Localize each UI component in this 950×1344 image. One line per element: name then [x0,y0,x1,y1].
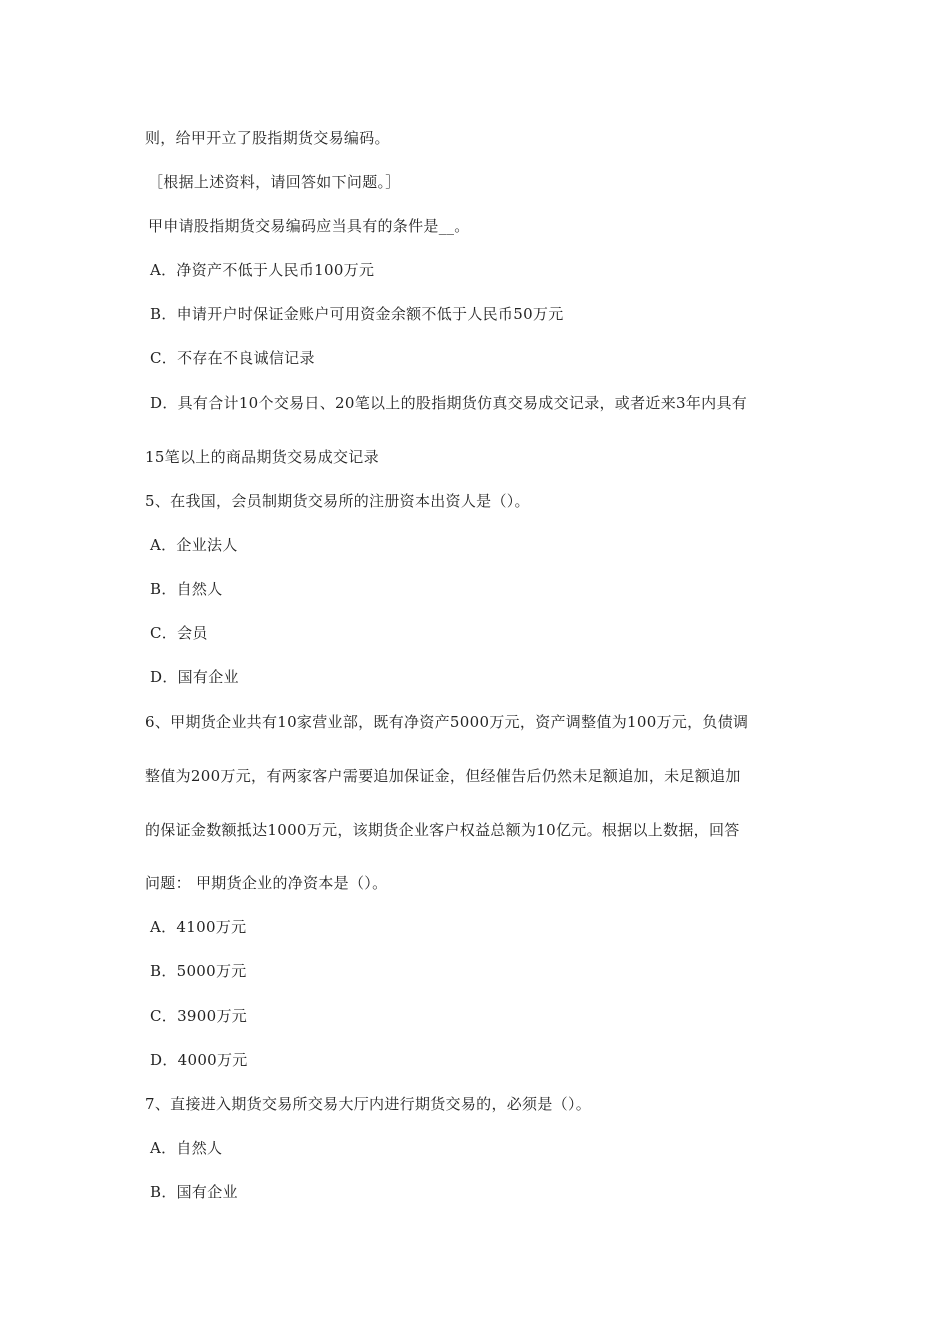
option-d-continued: 15笔以上的商品期货交易成交记录 [145,448,379,466]
text-line: ［根据上述资料，请回答如下问题。］ [148,173,401,191]
option-b: B．国有企业 [150,1183,238,1201]
option-b: B．5000万元 [150,962,247,980]
option-a: A．自然人 [150,1139,223,1157]
option-d: D．具有合计10个交易日、20笔以上的股指期货仿真交易成交记录，或者近来3年内具有 [150,394,748,412]
option-a: A．4100万元 [150,918,247,936]
option-d: D．4000万元 [150,1051,248,1069]
question-6-continued: 整值为200万元，有两家客户需要追加保证金，但经催告后仍然未足额追加，未足额追加 [145,767,741,785]
option-b: B．自然人 [150,580,223,598]
question-7: 7、直接进入期货交易所交易大厅内进行期货交易的，必须是（）。 [145,1095,592,1113]
question-6-prompt: 问题： 甲期货企业的净资本是（）。 [145,874,388,892]
question-6: 6、甲期货企业共有10家营业部，既有净资产5000万元，资产调整值为100万元，负债调 [145,713,749,731]
text-line: 则，给甲开立了股指期货交易编码。 [145,129,390,147]
question-6-continued: 的保证金数额抵达1000万元，该期货企业客户权益总额为10亿元。根据以上数据，回答 [145,821,740,839]
option-c: C．不存在不良诚信记录 [150,349,315,367]
option-c: C．3900万元 [150,1007,248,1025]
option-c: C．会员 [150,624,208,642]
question-text: 甲申请股指期货交易编码应当具有的条件是__。 [148,217,470,235]
option-a: A．企业法人 [150,536,238,554]
option-b: B．申请开户时保证金账户可用资金余额不低于人民币50万元 [150,305,564,323]
question-5: 5、在我国，会员制期货交易所的注册资本出资人是（）。 [145,492,530,510]
option-a: A．净资产不低于人民币100万元 [150,261,375,279]
option-d: D．国有企业 [150,668,239,686]
